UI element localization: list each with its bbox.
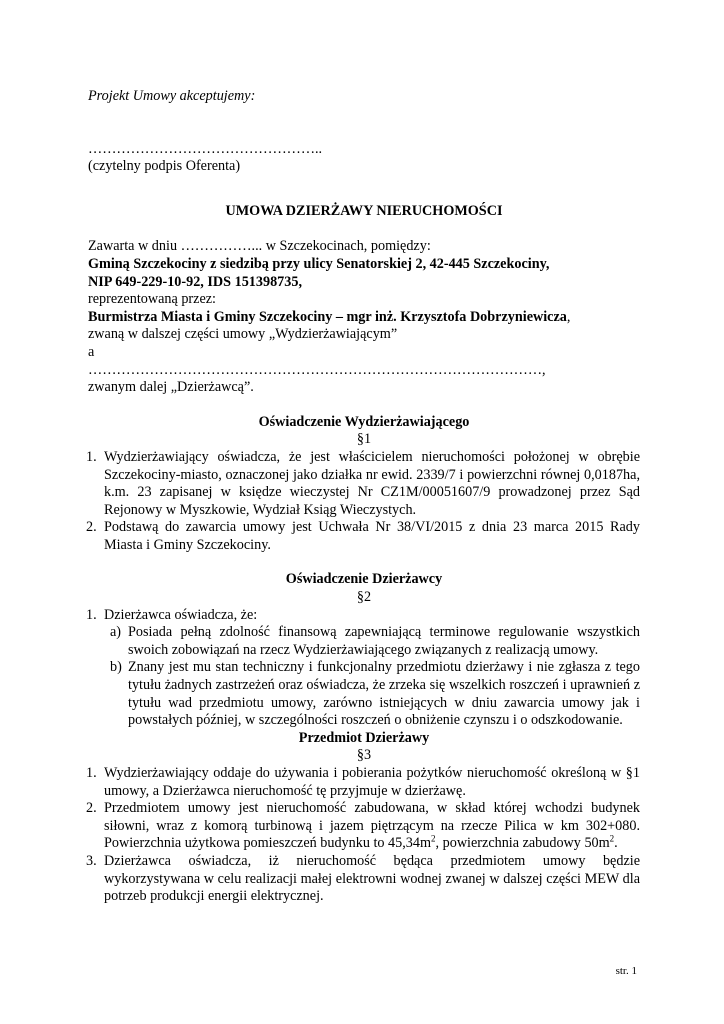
- parties-lessee-alias: zwanym dalej „Dzierżawcą”.: [88, 379, 254, 396]
- list-text: Wydzierżawiający oddaje do używania i pobierania pożytków nieruchomość określoną w §1 umowy, a Dzierżawca nieruchomość tę przyjmuje w dzierżawę.: [104, 765, 640, 799]
- list-number: 3.: [86, 852, 97, 869]
- parties-lessee-dots: ……………………………………………………………………………………,: [88, 361, 546, 378]
- document-title: UMOWA DZIERŻAWY NIERUCHOMOŚCI: [225, 202, 503, 219]
- parties-nip-line: NIP 649-229-10-92, IDS 151398735,: [88, 273, 302, 290]
- parties-mayor-line: [88, 309, 640, 327]
- list-item: [88, 607, 640, 625]
- signature-caption: (czytelny podpis Oferenta): [88, 158, 241, 175]
- sub-list-text: Znany jest mu stan techniczny i funkcjonalny przedmiotu dzierżawy i nie zgłasza z tego tytułu żadnych zastrzeżeń oraz oświadcza, że zrzeka się wszelkich roszczeń i uprawnień z tytułu wad przedmiotu umowy, zarówno istniejących w dniu zawarcia umowy jak i powstałych później, w szczególności roszczeń o obniżenie czynszu i o odszkodowanie.: [128, 659, 640, 729]
- parties-and: a: [88, 343, 95, 360]
- list-text: .: [614, 835, 618, 852]
- list-text: Dzierżawca oświadcza, iż nieruchomość będąca przedmiotem umowy będzie wykorzystywana w celu realizacji małej elektrowni wodnej zwanej w dalszej części MEW dla potrzeb produkcji energii elektrycznej.: [104, 852, 640, 905]
- page-number: str. 1: [615, 965, 637, 977]
- list-number: 1.: [86, 606, 97, 623]
- mayor-tail: ,: [566, 308, 571, 325]
- sub-list-text: Posiada pełną zdolność finansową zapewniającą terminowe regulowanie wszystkich swoich zobowiązań na rzecz Wydzierżawiającego związanych z realizacją umowy.: [128, 624, 640, 658]
- section3-list: [88, 765, 640, 906]
- section3-heading: Przedmiot Dzierżawy: [298, 729, 430, 746]
- list-number: 1.: [86, 448, 97, 465]
- list-text: Dzierżawca oświadcza, że:: [104, 606, 258, 623]
- list-item: [88, 519, 640, 554]
- list-text: Wydzierżawiający oświadcza, że jest właścicielem nieruchomości położonej w obrębie Szczekociny-miasto, oznaczonej jako działka nr ewid. 2339/7 i powierzchni równej 0,0187ha, k.m. 23 zapisanej w księdze wieczystej Nr CZ1M/00051607/9 prowadzonej przez Sąd Rejonowy w Myszkowie, Wydział Ksiąg Wieczystych.: [104, 448, 640, 518]
- section2-heading: Oświadczenie Dzierżawcy: [285, 571, 443, 588]
- list-number: 1.: [86, 765, 97, 781]
- list-number: 2.: [86, 519, 97, 536]
- list-text: Podstawą do zawarcia umowy jest Uchwała Nr 38/VI/2015 z dnia 23 marca 2015 Rady Miasta i Gminy Szczekociny.: [104, 519, 640, 553]
- document-page: [88, 88, 640, 906]
- list-text: , powierzchnia zabudowy 50m: [435, 835, 610, 852]
- parties-represented-line: reprezentowaną przez:: [88, 291, 216, 308]
- mayor-name: Burmistrza Miasta i Gminy Szczekociny – mgr inż. Krzysztofa Dobrzyniewicza: [88, 308, 567, 325]
- list-item: [88, 853, 640, 906]
- section1-heading: Oświadczenie Wydzierżawiającego: [258, 413, 470, 430]
- accept-line: Projekt Umowy akceptujemy:: [88, 88, 256, 104]
- section1-list: [88, 449, 640, 555]
- superscript: 2: [609, 833, 615, 844]
- sub-list-item: [104, 624, 640, 659]
- list-item: [88, 449, 640, 519]
- parties-lessor-alias: zwaną w dalszej części umowy „Wydzierżawiającym”: [88, 326, 398, 343]
- superscript: 2: [431, 833, 436, 844]
- sub-list-letter: a): [110, 624, 122, 641]
- parties-gmina-line: Gminą Szczekociny z siedzibą przy ulicy Senatorskiej 2, 42-445 Szczekociny,: [88, 255, 550, 272]
- section2-paragraph-mark: §2: [356, 589, 372, 606]
- section2-list: [88, 607, 640, 730]
- sub-list-letter: b): [110, 659, 122, 676]
- list-item: [88, 765, 640, 800]
- list-text: Przedmiotem umowy jest nieruchomość zabudowana, w skład której wchodzi budynek siłowni, wraz z komorą turbinową i jazem piętrzącym na rzecze Pilica w km 302+080. Powierzchnia użytkowa pomieszczeń budynku to 45,34m: [104, 800, 640, 852]
- section3-paragraph-mark: §3: [356, 747, 372, 764]
- signature-dots: …………………………………………..: [88, 140, 323, 157]
- list-number: 2.: [86, 800, 97, 817]
- section1-paragraph-mark: §1: [356, 431, 372, 448]
- parties-date-line: Zawarta w dniu ……………... w Szczekocinach, pomiędzy:: [88, 238, 431, 255]
- sub-list-item: [104, 659, 640, 729]
- list-item: [88, 800, 640, 853]
